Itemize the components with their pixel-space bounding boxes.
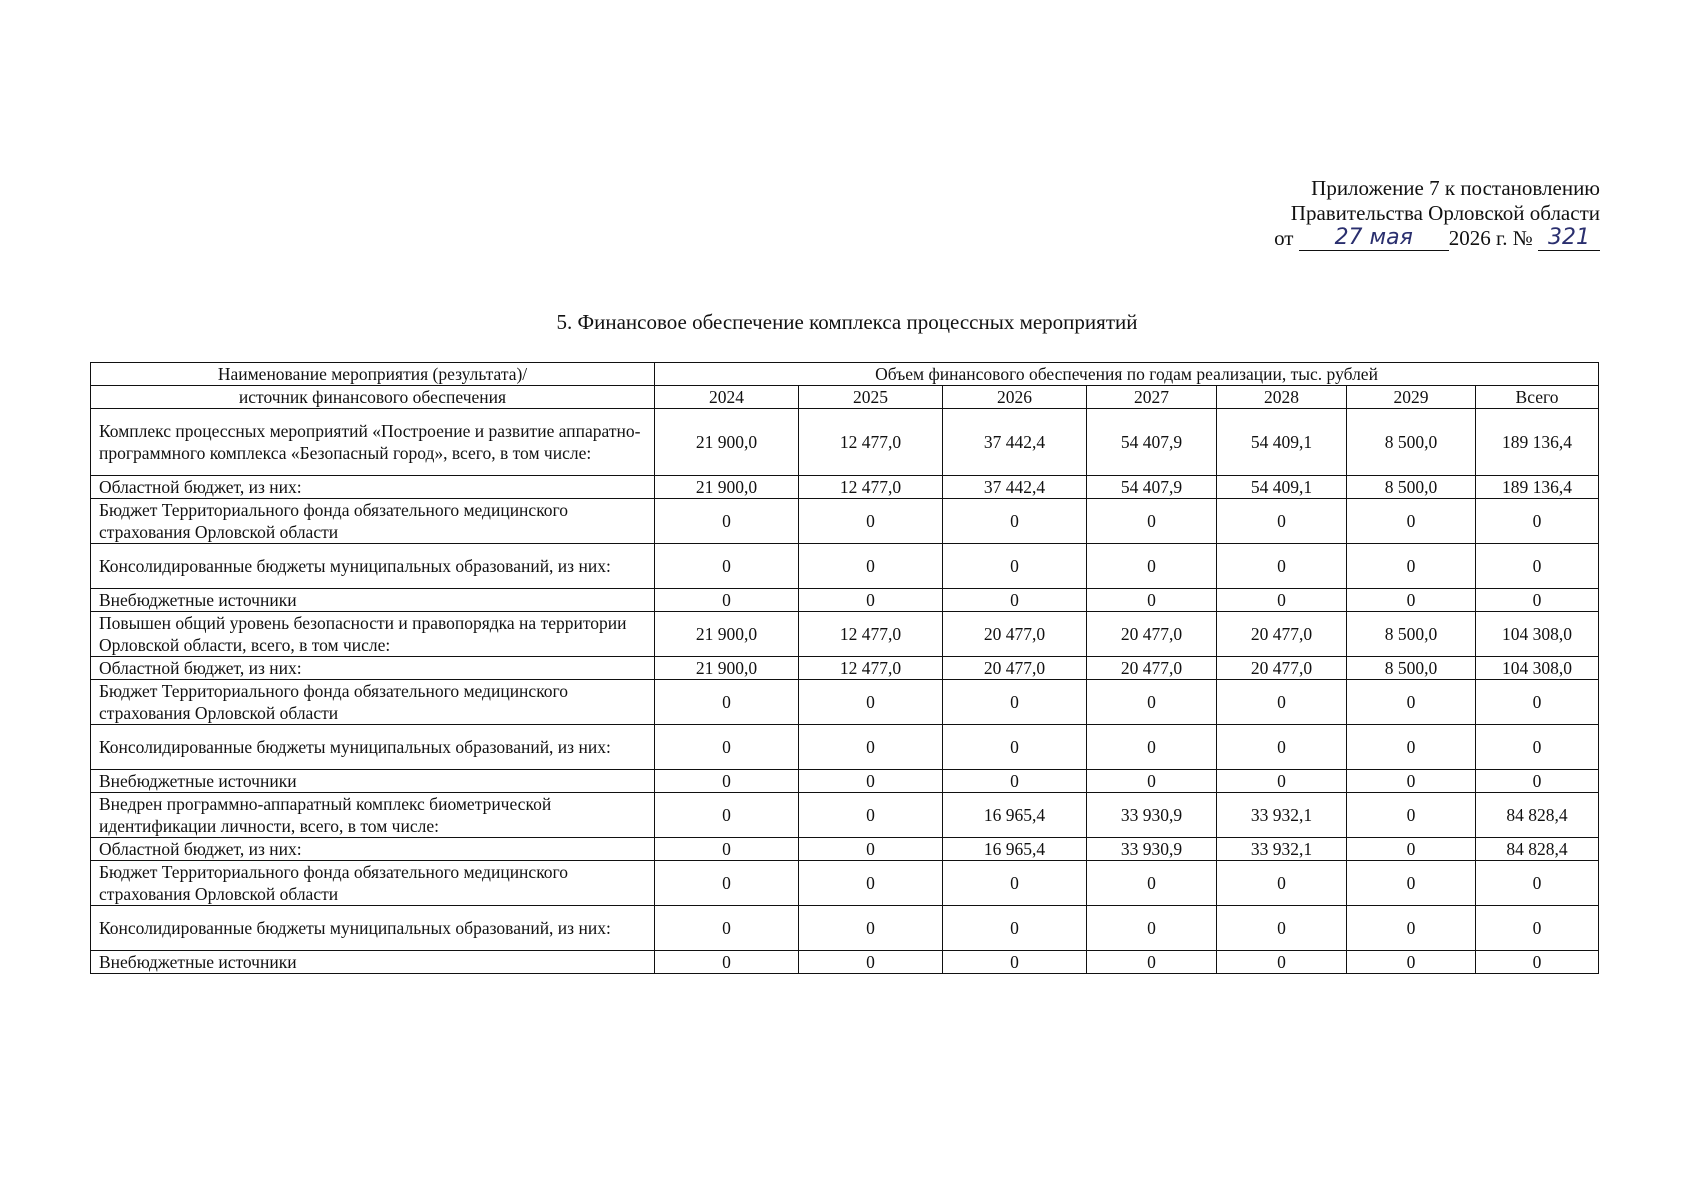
row-value: 0 <box>655 725 799 770</box>
row-total: 189 136,4 <box>1476 476 1599 499</box>
row-value: 0 <box>1087 906 1217 951</box>
table-row <box>91 476 1599 499</box>
row-value: 0 <box>1087 951 1217 974</box>
table-row <box>91 725 1599 770</box>
row-name: Внебюджетные источники <box>91 951 655 974</box>
table-row <box>91 544 1599 589</box>
row-value: 0 <box>799 838 943 861</box>
table-row <box>91 680 1599 725</box>
row-value: 0 <box>655 544 799 589</box>
row-value: 0 <box>943 589 1087 612</box>
row-value: 0 <box>1217 680 1347 725</box>
row-total: 0 <box>1476 861 1599 906</box>
row-name: Областной бюджет, из них: <box>91 838 655 861</box>
row-name: Областной бюджет, из них: <box>91 657 655 680</box>
row-value: 0 <box>1217 544 1347 589</box>
row-value: 0 <box>1217 951 1347 974</box>
row-value: 21 900,0 <box>655 612 799 657</box>
row-value: 0 <box>799 770 943 793</box>
row-value: 0 <box>799 589 943 612</box>
row-value: 0 <box>1217 589 1347 612</box>
row-value: 0 <box>1347 589 1476 612</box>
row-value: 12 477,0 <box>799 612 943 657</box>
header-year: 2024 <box>655 386 799 409</box>
table-row <box>91 770 1599 793</box>
row-value: 0 <box>943 499 1087 544</box>
row-value: 0 <box>799 544 943 589</box>
row-value: 54 409,1 <box>1217 476 1347 499</box>
table-row <box>91 589 1599 612</box>
row-value: 16 965,4 <box>943 793 1087 838</box>
row-value: 0 <box>799 906 943 951</box>
table-row <box>91 409 1599 476</box>
row-value: 20 477,0 <box>1217 657 1347 680</box>
table-row <box>91 838 1599 861</box>
row-value: 0 <box>799 680 943 725</box>
appendix-line-2: Правительства Орловской области <box>1290 201 1600 225</box>
row-value: 0 <box>655 589 799 612</box>
table-row <box>91 657 1599 680</box>
row-value: 8 500,0 <box>1347 409 1476 476</box>
row-value: 20 477,0 <box>943 612 1087 657</box>
row-value: 54 407,9 <box>1087 476 1217 499</box>
header-year: 2026 <box>943 386 1087 409</box>
row-name: Повышен общий уровень безопасности и правопорядка на территории Орловской области, всего, в том числе: <box>91 612 655 657</box>
appendix-line-1: Приложение 7 к постановлению <box>1311 176 1600 200</box>
header-name-source: источник финансового обеспечения <box>91 386 655 409</box>
header-row <box>91 363 1599 386</box>
appendix-block <box>1180 176 1600 251</box>
row-value: 0 <box>1087 861 1217 906</box>
row-total: 0 <box>1476 680 1599 725</box>
row-value: 0 <box>799 861 943 906</box>
row-value: 33 930,9 <box>1087 838 1217 861</box>
handwritten-number: 321 <box>1538 226 1600 251</box>
row-value: 0 <box>1087 725 1217 770</box>
row-name: Внебюджетные источники <box>91 770 655 793</box>
row-value: 0 <box>1087 499 1217 544</box>
row-value: 0 <box>1347 951 1476 974</box>
row-total: 0 <box>1476 770 1599 793</box>
row-value: 37 442,4 <box>943 409 1087 476</box>
row-value: 0 <box>799 499 943 544</box>
row-total: 0 <box>1476 951 1599 974</box>
row-total: 0 <box>1476 544 1599 589</box>
row-name: Консолидированные бюджеты муниципальных образований, из них: <box>91 544 655 589</box>
row-value: 0 <box>655 861 799 906</box>
row-value: 0 <box>943 951 1087 974</box>
header-year: 2027 <box>1087 386 1217 409</box>
row-value: 0 <box>1347 725 1476 770</box>
row-value: 0 <box>799 793 943 838</box>
row-value: 0 <box>1347 770 1476 793</box>
table-row <box>91 906 1599 951</box>
row-name: Консолидированные бюджеты муниципальных образований, из них: <box>91 906 655 951</box>
header-years-row <box>91 386 1599 409</box>
row-value: 54 407,9 <box>1087 409 1217 476</box>
row-value: 12 477,0 <box>799 476 943 499</box>
row-total: 189 136,4 <box>1476 409 1599 476</box>
row-value: 0 <box>1087 544 1217 589</box>
table-row <box>91 499 1599 544</box>
row-value: 0 <box>1217 770 1347 793</box>
row-total: 0 <box>1476 589 1599 612</box>
row-value: 0 <box>943 544 1087 589</box>
row-value: 21 900,0 <box>655 409 799 476</box>
row-value: 0 <box>1347 793 1476 838</box>
row-name: Бюджет Территориального фонда обязательного медицинского страхования Орловской области <box>91 499 655 544</box>
header-volume: Объем финансового обеспечения по годам реализации, тыс. рублей <box>655 363 1599 386</box>
row-name: Внедрен программно-аппаратный комплекс биометрической идентификации личности, всего, в том числе: <box>91 793 655 838</box>
row-value: 54 409,1 <box>1217 409 1347 476</box>
row-value: 16 965,4 <box>943 838 1087 861</box>
row-value: 0 <box>655 838 799 861</box>
row-value: 0 <box>1087 589 1217 612</box>
row-total: 104 308,0 <box>1476 657 1599 680</box>
row-total: 0 <box>1476 725 1599 770</box>
row-total: 84 828,4 <box>1476 793 1599 838</box>
table-row <box>91 793 1599 838</box>
header-year: 2025 <box>799 386 943 409</box>
row-value: 20 477,0 <box>1087 612 1217 657</box>
row-value: 0 <box>1217 499 1347 544</box>
row-value: 0 <box>1347 544 1476 589</box>
row-value: 0 <box>655 951 799 974</box>
row-name: Внебюджетные источники <box>91 589 655 612</box>
row-value: 12 477,0 <box>799 409 943 476</box>
row-value: 0 <box>943 770 1087 793</box>
row-value: 0 <box>943 725 1087 770</box>
row-value: 0 <box>1347 680 1476 725</box>
row-value: 33 932,1 <box>1217 793 1347 838</box>
row-value: 0 <box>655 680 799 725</box>
table-row <box>91 612 1599 657</box>
row-value: 20 477,0 <box>1087 657 1217 680</box>
row-value: 0 <box>1087 680 1217 725</box>
row-value: 0 <box>1347 838 1476 861</box>
row-name: Бюджет Территориального фонда обязательного медицинского страхования Орловской области <box>91 680 655 725</box>
row-value: 0 <box>655 770 799 793</box>
row-total: 84 828,4 <box>1476 838 1599 861</box>
table-row <box>91 861 1599 906</box>
row-value: 8 500,0 <box>1347 612 1476 657</box>
header-total: Всего <box>1476 386 1599 409</box>
header-name: Наименование мероприятия (результата)/ <box>91 363 655 386</box>
row-value: 0 <box>1217 906 1347 951</box>
row-value: 20 477,0 <box>943 657 1087 680</box>
row-value: 0 <box>799 951 943 974</box>
row-value: 0 <box>943 906 1087 951</box>
row-name: Бюджет Территориального фонда обязательного медицинского страхования Орловской области <box>91 861 655 906</box>
table-row <box>91 951 1599 974</box>
row-value: 12 477,0 <box>799 657 943 680</box>
row-value: 8 500,0 <box>1347 476 1476 499</box>
row-value: 0 <box>1347 861 1476 906</box>
appendix-line-3 <box>1180 226 1600 251</box>
row-name: Консолидированные бюджеты муниципальных образований, из них: <box>91 725 655 770</box>
row-name: Комплекс процессных мероприятий «Построение и развитие аппаратно-программного комплекса «Безопасный город», всего, в том числе: <box>91 409 655 476</box>
row-name: Областной бюджет, из них: <box>91 476 655 499</box>
row-value: 33 932,1 <box>1217 838 1347 861</box>
row-value: 8 500,0 <box>1347 657 1476 680</box>
row-total: 0 <box>1476 906 1599 951</box>
row-value: 37 442,4 <box>943 476 1087 499</box>
row-total: 104 308,0 <box>1476 612 1599 657</box>
handwritten-date: 27 мая <box>1299 226 1449 251</box>
row-value: 21 900,0 <box>655 657 799 680</box>
financing-table <box>90 362 1599 974</box>
row-value: 0 <box>1087 770 1217 793</box>
header-year: 2029 <box>1347 386 1476 409</box>
row-value: 0 <box>655 906 799 951</box>
section-title: 5. Финансовое обеспечение комплекса процессных мероприятий <box>556 310 1138 334</box>
appendix-year: 2026 г. № <box>1448 226 1533 250</box>
row-value: 0 <box>1217 725 1347 770</box>
row-value: 20 477,0 <box>1217 612 1347 657</box>
row-value: 0 <box>1217 861 1347 906</box>
row-value: 0 <box>943 861 1087 906</box>
header-year: 2028 <box>1217 386 1347 409</box>
row-value: 33 930,9 <box>1087 793 1217 838</box>
row-value: 0 <box>655 499 799 544</box>
row-value: 21 900,0 <box>655 476 799 499</box>
row-value: 0 <box>799 725 943 770</box>
row-total: 0 <box>1476 499 1599 544</box>
row-value: 0 <box>1347 499 1476 544</box>
appendix-prefix: от <box>1274 226 1294 250</box>
row-value: 0 <box>655 793 799 838</box>
row-value: 0 <box>1347 906 1476 951</box>
row-value: 0 <box>943 680 1087 725</box>
